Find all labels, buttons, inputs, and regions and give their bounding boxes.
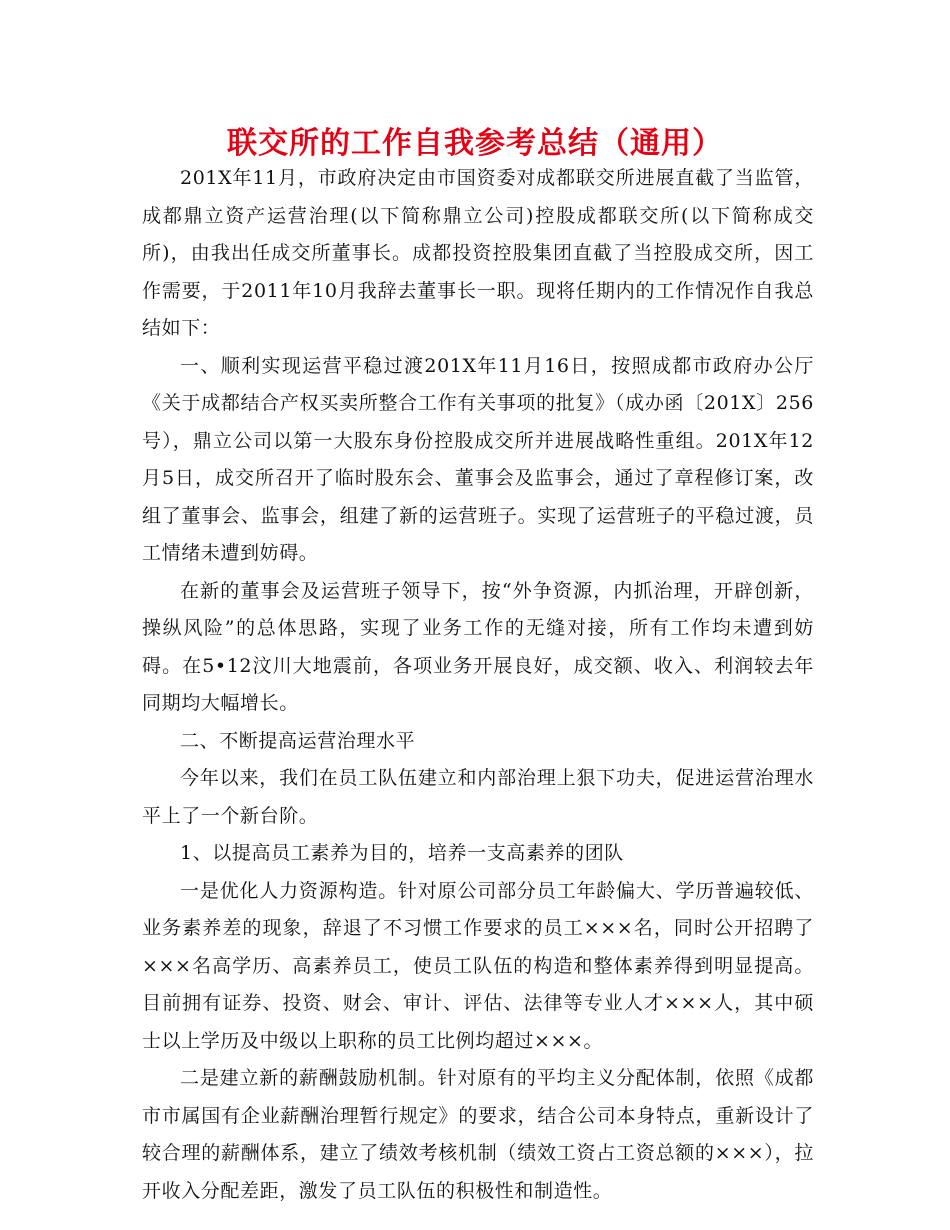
document-title: 联交所的工作自我参考总结（通用） (227, 126, 723, 161)
paragraph-hr-optimization: 一是优化人力资源构造。针对原公司部分员工年龄偏大、学历普遍较低、业务素养差的现象，辞退了不习惯工作要求的员工×××名，同时公开招聘了×××名高学历、高素养员工，使员工队伍的构造和整体素养得到明显提高。目前拥有证券、投资、财会、审计、评估、法律等专业人才×××人，其中硕士以上学历及中级以上职称的员工比例均超过×××。 (142, 879, 814, 1052)
paragraph-intro: 201X年11月，市政府决定由市国资委对成都联交所进展直截了当监管，成都鼎立资产运营治理(以下简称鼎立公司)控股成都联交所(以下简称成交所)，由我出任成交所董事长。成都投资控股集团直截了当控股成交所，因工作需要，于2011年10月我辞去董事长一职。现将任期内的工作情况作自我总结如下： (142, 167, 814, 339)
paragraph-section-one: 一、顺利实现运营平稳过渡201X年11月16日，按照成都市政府办公厅《关于成都结合产权买卖所整合工作有关事项的批复》（成办函〔201X〕256号），鼎立公司以第一大股东身份控股成交所并进展战略性重组。201X年12月5日，成交所召开了临时股东会、董事会及监事会，通过了章程修订案，改组了董事会、监事会，组建了新的运营班子。实现了运营班子的平稳过渡，员工情绪未遭到妨碍。 (142, 354, 814, 564)
paragraph-subsection-one-heading: 1、以提高员工素养为目的，培养一支高素养的团队 (180, 842, 624, 864)
paragraph-management-improvement: 今年以来，我们在员工队伍建立和内部治理上狠下功夫，促进运营治理水平上了一个新台阶。 (142, 767, 814, 827)
paragraph-salary-incentive: 二是建立新的薪酬鼓励机制。针对原有的平均主义分配体制，依照《成都市市属国有企业薪酬治理暂行规定》的要求，结合公司本身特点，重新设计了较合理的薪酬体系，建立了绩效考核机制（绩效工资占工资总额的×××），拉开收入分配差距，激发了员工队伍的积极性和制造性。 (142, 1067, 814, 1202)
document-body (142, 160, 814, 1210)
paragraph-section-two-heading: 二、不断提高运营治理水平 (180, 729, 416, 752)
paragraph-board-leadership: 在新的董事会及运营班子领导下，按“外争资源，内抓治理，开辟创新，操纵风险”的总体思路，实现了业务工作的无缝对接，所有工作均未遭到妨碍。在5•12汶川大地震前，各项业务开展良好，成交额、收入、利润较去年同期均大幅增长。 (142, 579, 814, 714)
